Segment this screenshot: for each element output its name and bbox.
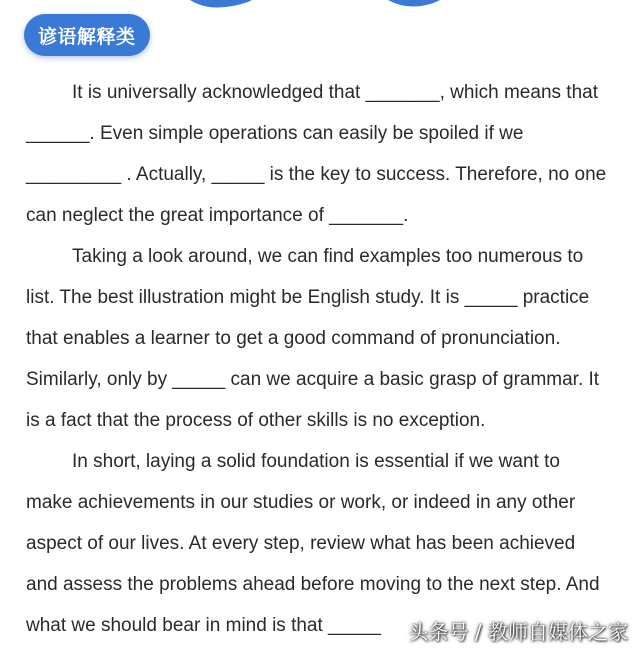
paragraph-line: make achievements in our studies or work, or indeed in any other	[26, 492, 576, 513]
paragraph-1	[26, 72, 622, 236]
section-badge-label: 谚语解释类	[38, 25, 136, 48]
top-decoration-right-shape	[388, 0, 440, 7]
paragraph-line: aspect of our lives. At every step, review what has been achieved	[26, 533, 576, 554]
paragraph-line: that enables a learner to get a good command of pronunciation.	[26, 328, 561, 349]
paragraph-2	[26, 236, 622, 441]
paragraph-line: In short, laying a solid foundation is essential if we want to	[72, 451, 560, 472]
section-badge	[24, 14, 150, 56]
paragraph-line: Similarly, only by _____ can we acquire a basic grasp of grammar. It	[26, 369, 600, 390]
paragraph-line: It is universally acknowledged that _______, which means that	[72, 82, 598, 103]
paragraph-line: can neglect the great importance of _______.	[26, 205, 409, 226]
paragraph-line: list. The best illustration might be English study. It is _____ practice	[26, 287, 590, 308]
paragraph-line: what we should bear in mind is that _____	[26, 615, 381, 636]
essay-body	[26, 72, 622, 646]
paragraph-line: and assess the problems ahead before moving to the next step. And	[26, 574, 600, 595]
paragraph-line: is a fact that the process of other skills is no exception.	[26, 410, 486, 431]
watermark-text: 头条号 / 教师自媒体之家	[408, 620, 628, 644]
paragraph-line: ______. Even simple operations can easily be spoiled if we	[26, 123, 524, 144]
top-decoration-left-shape	[190, 0, 252, 8]
paragraph-line: Taking a look around, we can find examples too numerous to	[72, 246, 584, 267]
paragraph-line: _________ . Actually, _____ is the key to success. Therefore, no one	[26, 164, 607, 185]
